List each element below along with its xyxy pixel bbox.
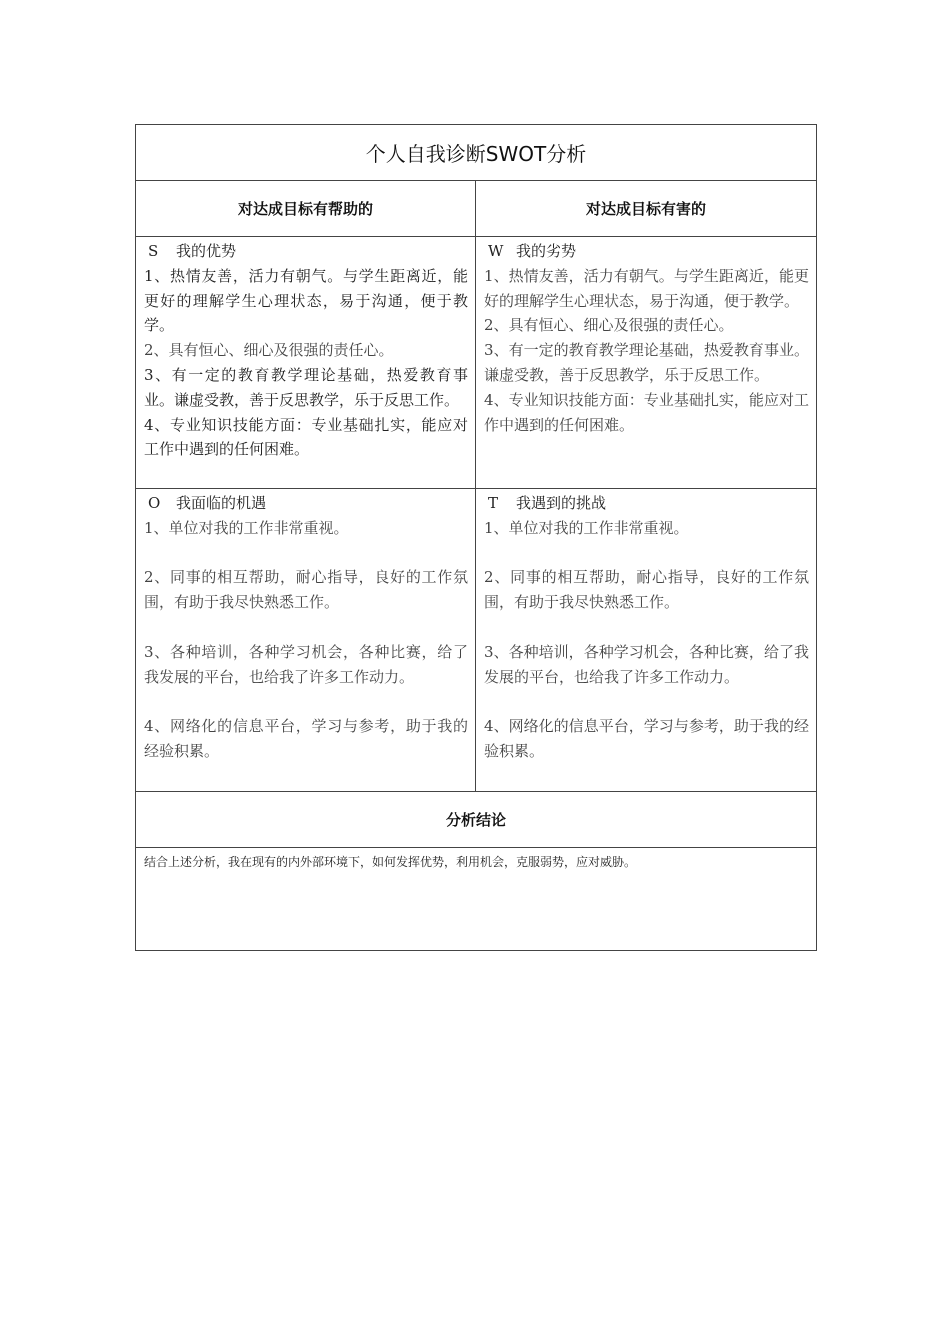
spacer [484, 615, 809, 640]
opportunities-cell [136, 489, 476, 792]
strengths-item: 1、热情友善，活力有朝气。与学生距离近，能更好的理解学生心理状态，易于沟通，便于教学。 [144, 266, 468, 335]
opportunities-item: 2、同事的相互帮助，耐心指导，良好的工作氛围，有助于我尽快熟悉工作。 [144, 568, 468, 612]
helpful-header: 对达成目标有帮助的 [136, 181, 476, 237]
strengths-item: 3、有一定的教育教学理论基础，热爱教育事业。谦虚受教，善于反思教学，乐于反思工作。 [144, 365, 468, 409]
conclusion-text: 结合上述分析，我在现有的内外部环境下，如何发挥优势，利用机会，克服弱势，应对威胁。 [136, 848, 817, 951]
opportunities-letter: O [148, 494, 161, 512]
title-row [136, 125, 817, 181]
strengths-weaknesses-row [136, 237, 817, 489]
threats-item: 4、网络化的信息平台，学习与参考，助于我的经验积累。 [484, 717, 809, 760]
weaknesses-heading [484, 239, 809, 264]
weaknesses-letter: W [488, 242, 504, 260]
threats-item: 2、同事的相互帮助，耐心指导，良好的工作氛围，有助于我尽快熟悉工作。 [484, 568, 809, 612]
spacer [144, 541, 468, 566]
header-row [136, 181, 817, 237]
weaknesses-label: 我的劣势 [516, 242, 577, 260]
weaknesses-item: 2、具有恒心、细心及很强的责任心。 [484, 316, 734, 335]
spacer [484, 689, 809, 714]
weaknesses-item: 1、热情友善，活力有朝气。与学生距离近，能更好的理解学生心理状态，易于沟通，便于教学。 [484, 266, 809, 310]
spacer [484, 541, 809, 566]
conclusion-title-row [136, 792, 817, 848]
strengths-item: 2、具有恒心、细心及很强的责任心。 [144, 341, 394, 360]
threats-heading [484, 491, 809, 516]
swot-table [135, 124, 817, 951]
weaknesses-item: 3、有一定的教育教学理论基础，热爱教育事业。谦虚受教，善于反思教学，乐于反思工作。 [484, 341, 809, 384]
strengths-label: 我的优势 [176, 242, 237, 260]
document-title: 个人自我诊断SWOT分析 [136, 125, 817, 181]
strengths-item: 4、专业知识技能方面：专业基础扎实，能应对工作中遇到的任何困难。 [144, 415, 468, 459]
opportunities-label: 我面临的机遇 [176, 494, 267, 512]
threats-item: 3、各种培训，各种学习机会，各种比赛，给了我发展的平台，也给我了许多工作动力。 [484, 642, 809, 686]
spacer [144, 615, 468, 640]
strengths-cell [136, 237, 476, 489]
weaknesses-cell [476, 237, 817, 489]
conclusion-body-row [136, 848, 817, 951]
conclusion-title: 分析结论 [136, 792, 817, 848]
threats-item: 1、单位对我的工作非常重视。 [484, 518, 689, 537]
threats-letter: T [488, 494, 499, 512]
weaknesses-item: 4、专业知识技能方面：专业基础扎实，能应对工作中遇到的任何困难。 [484, 390, 809, 434]
spacer [144, 689, 468, 714]
harmful-header: 对达成目标有害的 [476, 181, 817, 237]
opportunities-item: 1、单位对我的工作非常重视。 [144, 518, 349, 537]
opportunities-item: 3、各种培训，各种学习机会，各种比赛，给了我发展的平台，也给我了许多工作动力。 [144, 642, 468, 686]
opportunities-item: 4、网络化的信息平台，学习与参考，助于我的经验积累。 [144, 717, 468, 760]
threats-label: 我遇到的挑战 [516, 494, 607, 512]
opportunities-heading [144, 491, 468, 516]
opportunities-threats-row [136, 489, 817, 792]
strengths-letter: S [148, 242, 159, 260]
strengths-heading [144, 239, 468, 264]
threats-cell [476, 489, 817, 792]
